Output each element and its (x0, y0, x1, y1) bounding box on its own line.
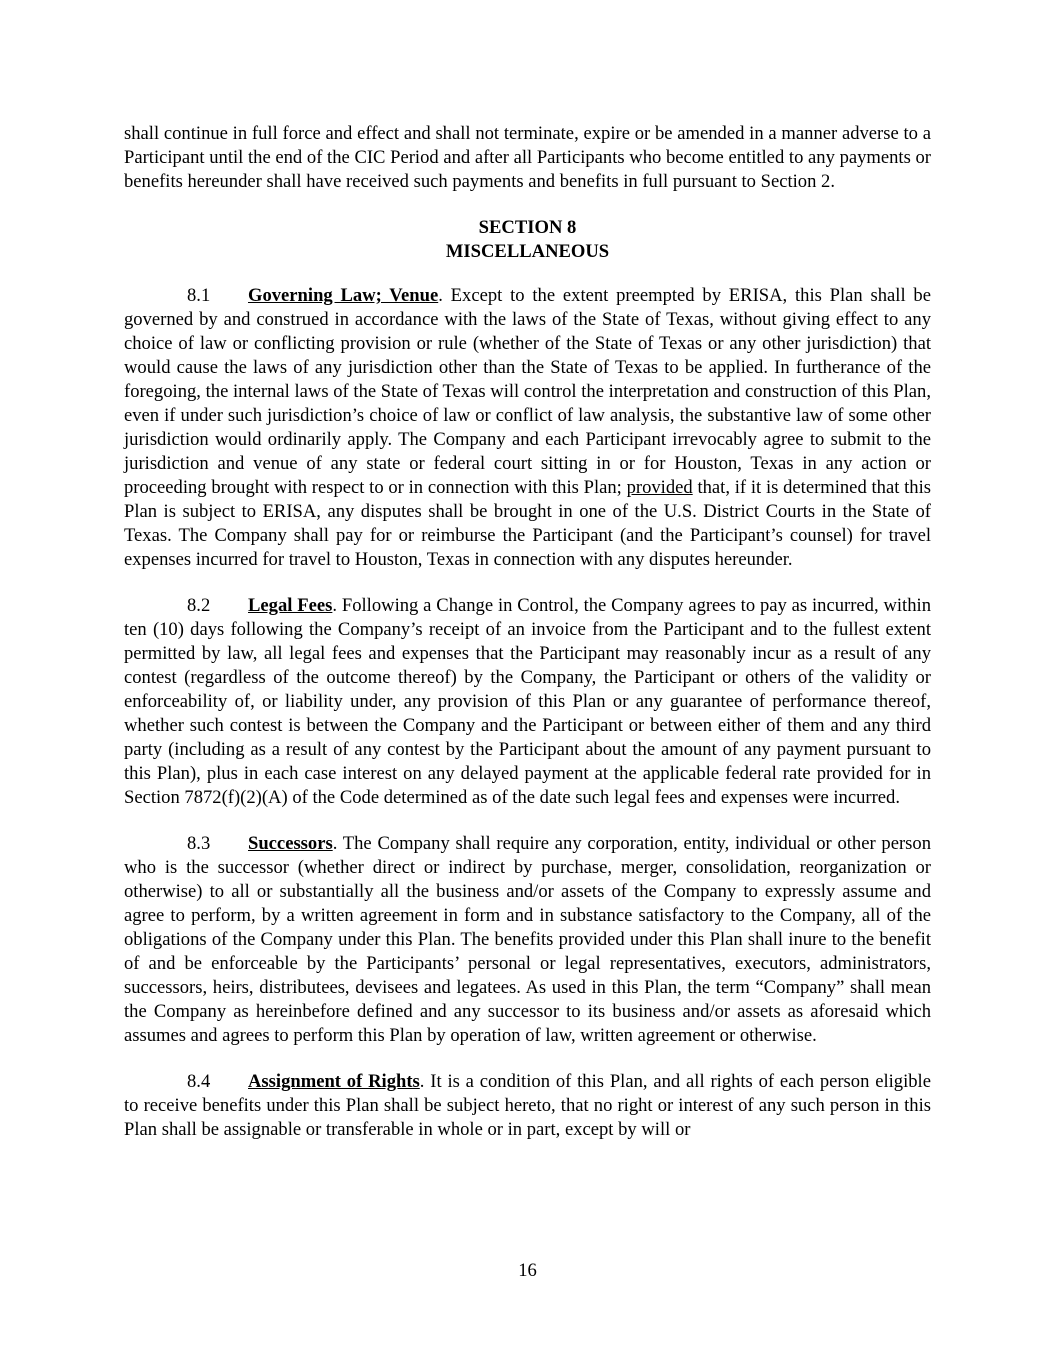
intro-paragraph: shall continue in full force and effect and shall not terminate, expire or be amended in a manner adverse to a Participant until the end of the CIC Period and after all Participants who become entitled to any payments or benefits hereunder shall have received such payments and benefits in full pursuant to Section 2. (124, 123, 931, 192)
section-title: Governing Law; Venue (248, 285, 439, 306)
page-number: 16 (518, 1260, 537, 1281)
section-number: 8.1 (187, 285, 211, 306)
section-text: . It is a condition of this Plan, and all rights of each person eligible to receive benefits under this Plan shall be subject hereto, that no right or interest of any such person in this Plan shall be assignable or transferable in whole or in part, except by will or (124, 1071, 931, 1140)
underlined-term: provided (626, 477, 693, 498)
section-number: 8.3 (187, 833, 211, 854)
section-text: . The Company shall require any corporation, entity, individual or other person who is the successor (whether direct or indirect by purchase, merger, consolidation, reorganization or otherwise) to all or substantially all the business and/or assets of the Company to expressly assume and agree to perform, by a written agreement in form and in substance satisfactory to the Company, all of the obligations of the Company under this Plan. The benefits provided under this Plan shall inure to the benefit of and be enforceable by the Participants’ personal or legal representatives, executors, administrators, successors, heirs, distributees, devisees and legatees. As used in this Plan, the term “Company” shall mean the Company as hereinbefore defined and any successor to its business and/or assets as aforesaid which assumes and agrees to perform this Plan by operation of law, written agreement or otherwise. (124, 833, 931, 1046)
section-text-continued: that, if it is determined that this Plan is subject to ERISA, any disputes shall be brought in one of the U.S. District Courts in the State of Texas. The Company shall pay for or reimburse the Participant (and the Participant’s counsel) for travel expenses incurred for travel to Houston, Texas in connection with any disputes hereunder. (124, 477, 931, 570)
section-title-heading: MISCELLANEOUS (445, 241, 610, 262)
section-8-1 (124, 284, 931, 572)
section-text: . Following a Change in Control, the Company agrees to pay as incurred, within ten (10) days following the Company’s receipt of an invoice from the Participant and to the fullest extent permitted by law, all legal fees and expenses that the Participant may reasonably incur as a result of any contest (regardless of the outcome thereof) by the Company, the Participant or others of the validity or enforceability of, or liability under, any provision of this Plan or any guarantee of performance thereof, whether such contest is between the Company and the Participant or between either of them and any third party (including as a result of any contest by the Participant about the amount of any payment pursuant to this Plan), plus in each case interest on any delayed payment at the applicable federal rate provided for in Section 7872(f)(2)(A) of the Code determined as of the date such legal fees and expenses were incurred. (124, 595, 931, 808)
section-8-4 (124, 1070, 931, 1142)
section-number: 8.2 (187, 595, 211, 616)
section-8-3 (124, 832, 931, 1048)
section-title: Successors (248, 833, 333, 854)
section-number: 8.4 (187, 1071, 211, 1092)
section-title: Assignment of Rights (248, 1071, 420, 1092)
document-page (124, 122, 931, 1164)
section-heading (124, 216, 931, 264)
section-number-heading: SECTION 8 (478, 217, 577, 238)
section-text: . Except to the extent preempted by ERISA, this Plan shall be governed by and construed in accordance with the laws of the State of Texas, without giving effect to any choice of law or conflicting provision or rule (whether of the State of Texas or any other jurisdiction) that would cause the laws of any jurisdiction other than the State of Texas to be applied. In furtherance of the foregoing, the internal laws of the State of Texas will control the interpretation and construction of this Plan, even if under such jurisdiction’s choice of law or conflict of law analysis, the substantive law of some other jurisdiction would ordinarily apply. The Company and each Participant irrevocably agree to submit to the jurisdiction and venue of any state or federal court sitting in or for Houston, Texas in any action or proceeding brought with respect to or in connection with this Plan; (124, 285, 931, 498)
section-8-2 (124, 594, 931, 810)
section-title: Legal Fees (248, 595, 333, 616)
